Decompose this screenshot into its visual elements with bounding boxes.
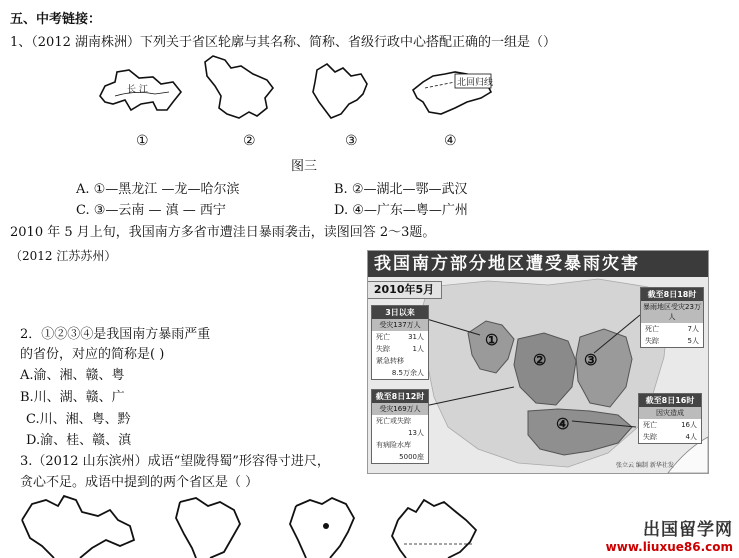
card-header: 截至8日18时 (641, 288, 703, 301)
info-card-right-top: 截至8日18时 暴雨地区受灾23万人 死亡 7人 失踪 5人 (640, 287, 704, 348)
map-label-1: ① (136, 133, 149, 149)
map-label-3: ③ (345, 133, 358, 149)
card-header: 截至8日12时 (372, 390, 428, 403)
context-line-2: （2012 江苏苏州） (10, 249, 117, 263)
rainstorm-map-figure (367, 250, 709, 474)
q2-stem-line-2: 的省份，对应的简称是( ) (20, 347, 165, 362)
map-banner: 我国南方部分地区遭受暴雨灾害 (368, 251, 708, 277)
q1-option-c: C. ③—云南 — 滇 — 西宁 (76, 203, 226, 218)
q3-stem-line-2: 贪心不足。成语中提到的两个省区是（ ） (20, 475, 259, 490)
card-subheader: 受灾169万人 (372, 403, 428, 415)
card-header: 截至8日16时 (639, 394, 701, 407)
figure-caption: 图三 (291, 159, 318, 174)
card-subheader: 暴雨地区受灾23万人 (641, 301, 703, 323)
q1-option-b: B. ②—湖北—鄂—武汉 (334, 182, 468, 197)
map-marker-3: ③ (584, 351, 598, 369)
card-subheader: 受灾137万人 (372, 319, 428, 331)
q3-province-outlines (20, 490, 490, 558)
map-credit: 张立云 编制 新华社发 (616, 462, 674, 469)
context-line-1: 2010 年 5 月上旬，我国南方多省市遭洼日暴雨袭击，读图回答 2～3题。 (10, 225, 436, 240)
province-outline-maps (95, 52, 505, 130)
map4-text: 北回归线 (457, 78, 494, 88)
q2-option-d: D.渝、桂、赣、滇 (26, 433, 132, 448)
watermark-site-name: 出国留学网 (643, 520, 733, 540)
site-watermark (606, 515, 733, 554)
section-title: 五、中考链接： (10, 12, 102, 27)
question-1-stem: 1、（2012 湖南株洲）下列关于省区轮廓与其名称、简称、省级行政中心搭配正确的一组是（） (10, 35, 556, 50)
info-card-right-bottom: 截至8日16时 因灾造成 死亡 16人 失踪 4人 (638, 393, 702, 444)
card-subheader: 因灾造成 (639, 407, 701, 419)
map-marker-1: ① (485, 331, 499, 349)
map1-text: 长 江 (127, 85, 148, 95)
map-label-2: ② (243, 133, 256, 149)
map-date: 2010年5月 (367, 281, 442, 299)
q1-option-d: D. ④—广东—粤—广州 (334, 203, 468, 218)
map-marker-4: ④ (556, 415, 570, 433)
q1-option-a: A. ①—黑龙江 —龙—哈尔滨 (76, 182, 240, 197)
q2-option-b: B.川、湖、赣、广 (20, 390, 125, 405)
q2-option-a: A.渝、湘、赣、粤 (20, 368, 125, 383)
q2-stem-line-1: 2．①②③④是我国南方暴雨严重 (20, 327, 211, 342)
map-label-4: ④ (444, 133, 457, 149)
map-marker-2: ② (533, 351, 547, 369)
info-card-left-top: 3日以来 受灾137万人 死亡 31人 失踪 1人 紧急转移 8.5万余人 (371, 305, 429, 380)
watermark-url[interactable]: www.liuxue86.com (605, 540, 733, 554)
q2-option-c: C.川、湘、粤、黔 (26, 412, 131, 427)
q3-stem-line-1: 3.（2012 山东滨州）成语“望陇得蜀”形容得寸进尺， (20, 454, 330, 469)
card-header: 3日以来 (372, 306, 428, 319)
info-card-left-bottom: 截至8日12时 受灾169万人 死亡或失踪 13人 有病险水库 5000座 (371, 389, 429, 464)
